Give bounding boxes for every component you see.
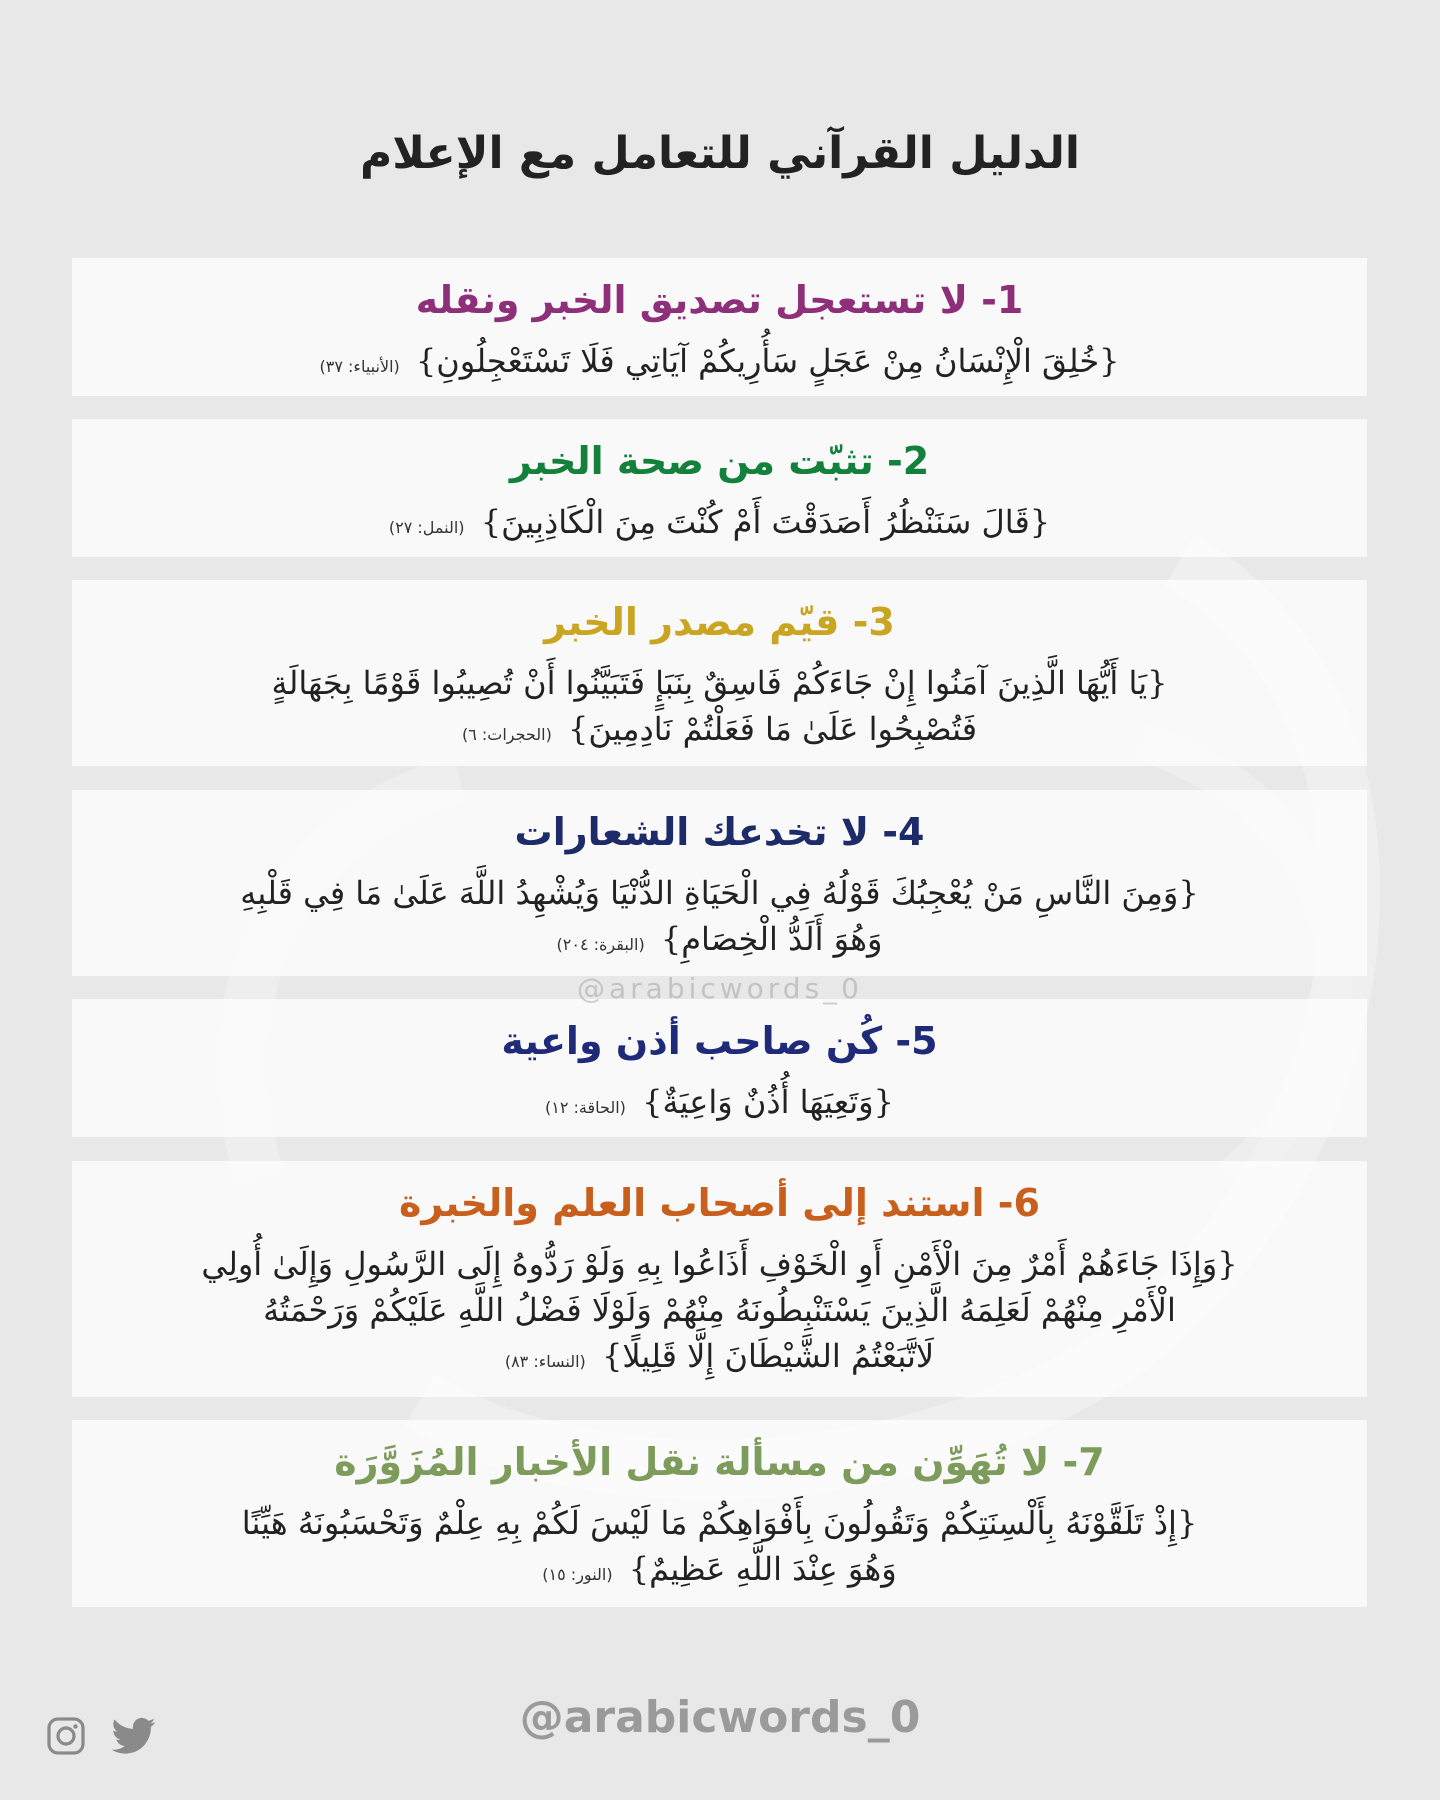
verse-reference: (البقرة: ٢٠٤) bbox=[556, 935, 645, 954]
guideline-heading-7: 7- لا تُهَوِّن من مسألة نقل الأخبار المُزَوَّرَة bbox=[334, 1440, 1105, 1484]
verse-reference: (الحجرات: ٦) bbox=[461, 725, 552, 744]
verse-7 bbox=[118, 1500, 1321, 1598]
guideline-heading-3: 3- قيّم مصدر الخبر bbox=[544, 600, 895, 644]
verse-3 bbox=[118, 660, 1321, 758]
guideline-heading-1: 1- لا تستعجل تصديق الخبر ونقله bbox=[415, 278, 1024, 322]
verse-6 bbox=[118, 1241, 1321, 1385]
verse-line: الْأَمْرِ مِنْهُمْ لَعَلِمَهُ الَّذِينَ يَسْتَنْبِطُونَهُ مِنْهُمْ وَلَوْلَا فَضْلُ اللَّهِ عَلَيْكُمْ وَرَحْمَتُهُ bbox=[263, 1291, 1176, 1329]
verse-line: لَاتَّبَعْتُمُ الشَّيْطَانَ إِلَّا قَلِيلًا} bbox=[601, 1337, 935, 1375]
guideline-card-4 bbox=[72, 790, 1367, 976]
guideline-card-2 bbox=[72, 419, 1367, 557]
verse-text: {خُلِقَ الْإِنْسَانُ مِنْ عَجَلٍ سَأُرِيكُمْ آيَاتِي فَلَا تَسْتَعْجِلُونِ} bbox=[415, 342, 1120, 380]
verse-line-with-reference bbox=[118, 1333, 1321, 1385]
verse-line: وَهُوَ عِنْدَ اللَّهِ عَظِيمٌ} bbox=[628, 1550, 897, 1588]
guideline-heading-2: 2- تثبّت من صحة الخبر bbox=[509, 439, 930, 483]
guideline-card-3 bbox=[72, 580, 1367, 766]
verse-reference: (النساء: ٨٣) bbox=[504, 1352, 586, 1371]
page-title: الدليل القرآني للتعامل مع الإعلام bbox=[360, 128, 1080, 179]
verse-line: {وَإِذَا جَاءَهُمْ أَمْرٌ مِنَ الْأَمْنِ أَوِ الْخَوْفِ أَذَاعُوا بِهِ وَلَوْ رَدُّوهُ إِلَى الرَّسُولِ وَإِلَىٰ أُولِي bbox=[201, 1245, 1238, 1283]
verse-reference: (النمل: ٢٧) bbox=[388, 518, 465, 537]
verse-line: وَهُوَ أَلَدُّ الْخِصَامِ} bbox=[660, 920, 883, 958]
guideline-card-5 bbox=[72, 999, 1367, 1137]
verse-reference: (الأنبياء: ٣٧) bbox=[319, 357, 400, 376]
verse-reference: (الحاقة: ١٢) bbox=[545, 1098, 626, 1117]
guideline-heading-6: 6- استند إلى أصحاب العلم والخبرة bbox=[398, 1181, 1040, 1225]
footer-handle: @arabicwords_0 bbox=[519, 1692, 921, 1743]
guideline-heading-4: 4- لا تخدعك الشعارات bbox=[514, 810, 925, 854]
watermark: @arabicwords_0 bbox=[576, 972, 863, 1005]
verse-2 bbox=[118, 499, 1321, 551]
verse-4 bbox=[118, 870, 1321, 968]
verse-line-with-reference bbox=[118, 706, 1321, 758]
verse-line: {وَمِنَ النَّاسِ مَنْ يُعْجِبُكَ قَوْلُهُ فِي الْحَيَاةِ الدُّنْيَا وَيُشْهِدُ اللَّهَ عَلَىٰ مَا فِي قَلْبِهِ bbox=[240, 874, 1199, 912]
guideline-card-6 bbox=[72, 1161, 1367, 1397]
verse-reference: (النور: ١٥) bbox=[542, 1565, 613, 1584]
verse-5 bbox=[118, 1079, 1321, 1131]
verse-text: {وَتَعِيَهَا أُذُنٌ وَاعِيَةٌ} bbox=[642, 1083, 894, 1121]
guideline-heading-5: 5- كُن صاحب أذن واعية bbox=[501, 1019, 938, 1063]
verse-line-with-reference bbox=[118, 916, 1321, 968]
guideline-card-7 bbox=[72, 1420, 1367, 1607]
verse-line: {إِذْ تَلَقَّوْنَهُ بِأَلْسِنَتِكُمْ وَتَقُولُونَ بِأَفْوَاهِكُمْ مَا لَيْسَ لَكُمْ بِهِ عِلْمٌ وَتَحْسَبُونَهُ هَيِّنًا bbox=[241, 1504, 1198, 1542]
verse-line: فَتُصْبِحُوا عَلَىٰ مَا فَعَلْتُمْ نَادِمِينَ} bbox=[567, 710, 978, 748]
verse-1 bbox=[118, 338, 1321, 390]
verse-line-with-reference bbox=[118, 1546, 1321, 1598]
verse-line: {يَا أَيُّهَا الَّذِينَ آمَنُوا إِنْ جَاءَكُمْ فَاسِقٌ بِنَبَإٍ فَتَبَيَّنُوا أَنْ تُصِيبُوا قَوْمًا بِجَهَالَةٍ bbox=[271, 664, 1168, 702]
guideline-card-1 bbox=[72, 258, 1367, 396]
verse-text: {قَالَ سَنَنْظُرُ أَصَدَقْتَ أَمْ كُنْتَ مِنَ الْكَاذِبِينَ} bbox=[480, 503, 1051, 541]
